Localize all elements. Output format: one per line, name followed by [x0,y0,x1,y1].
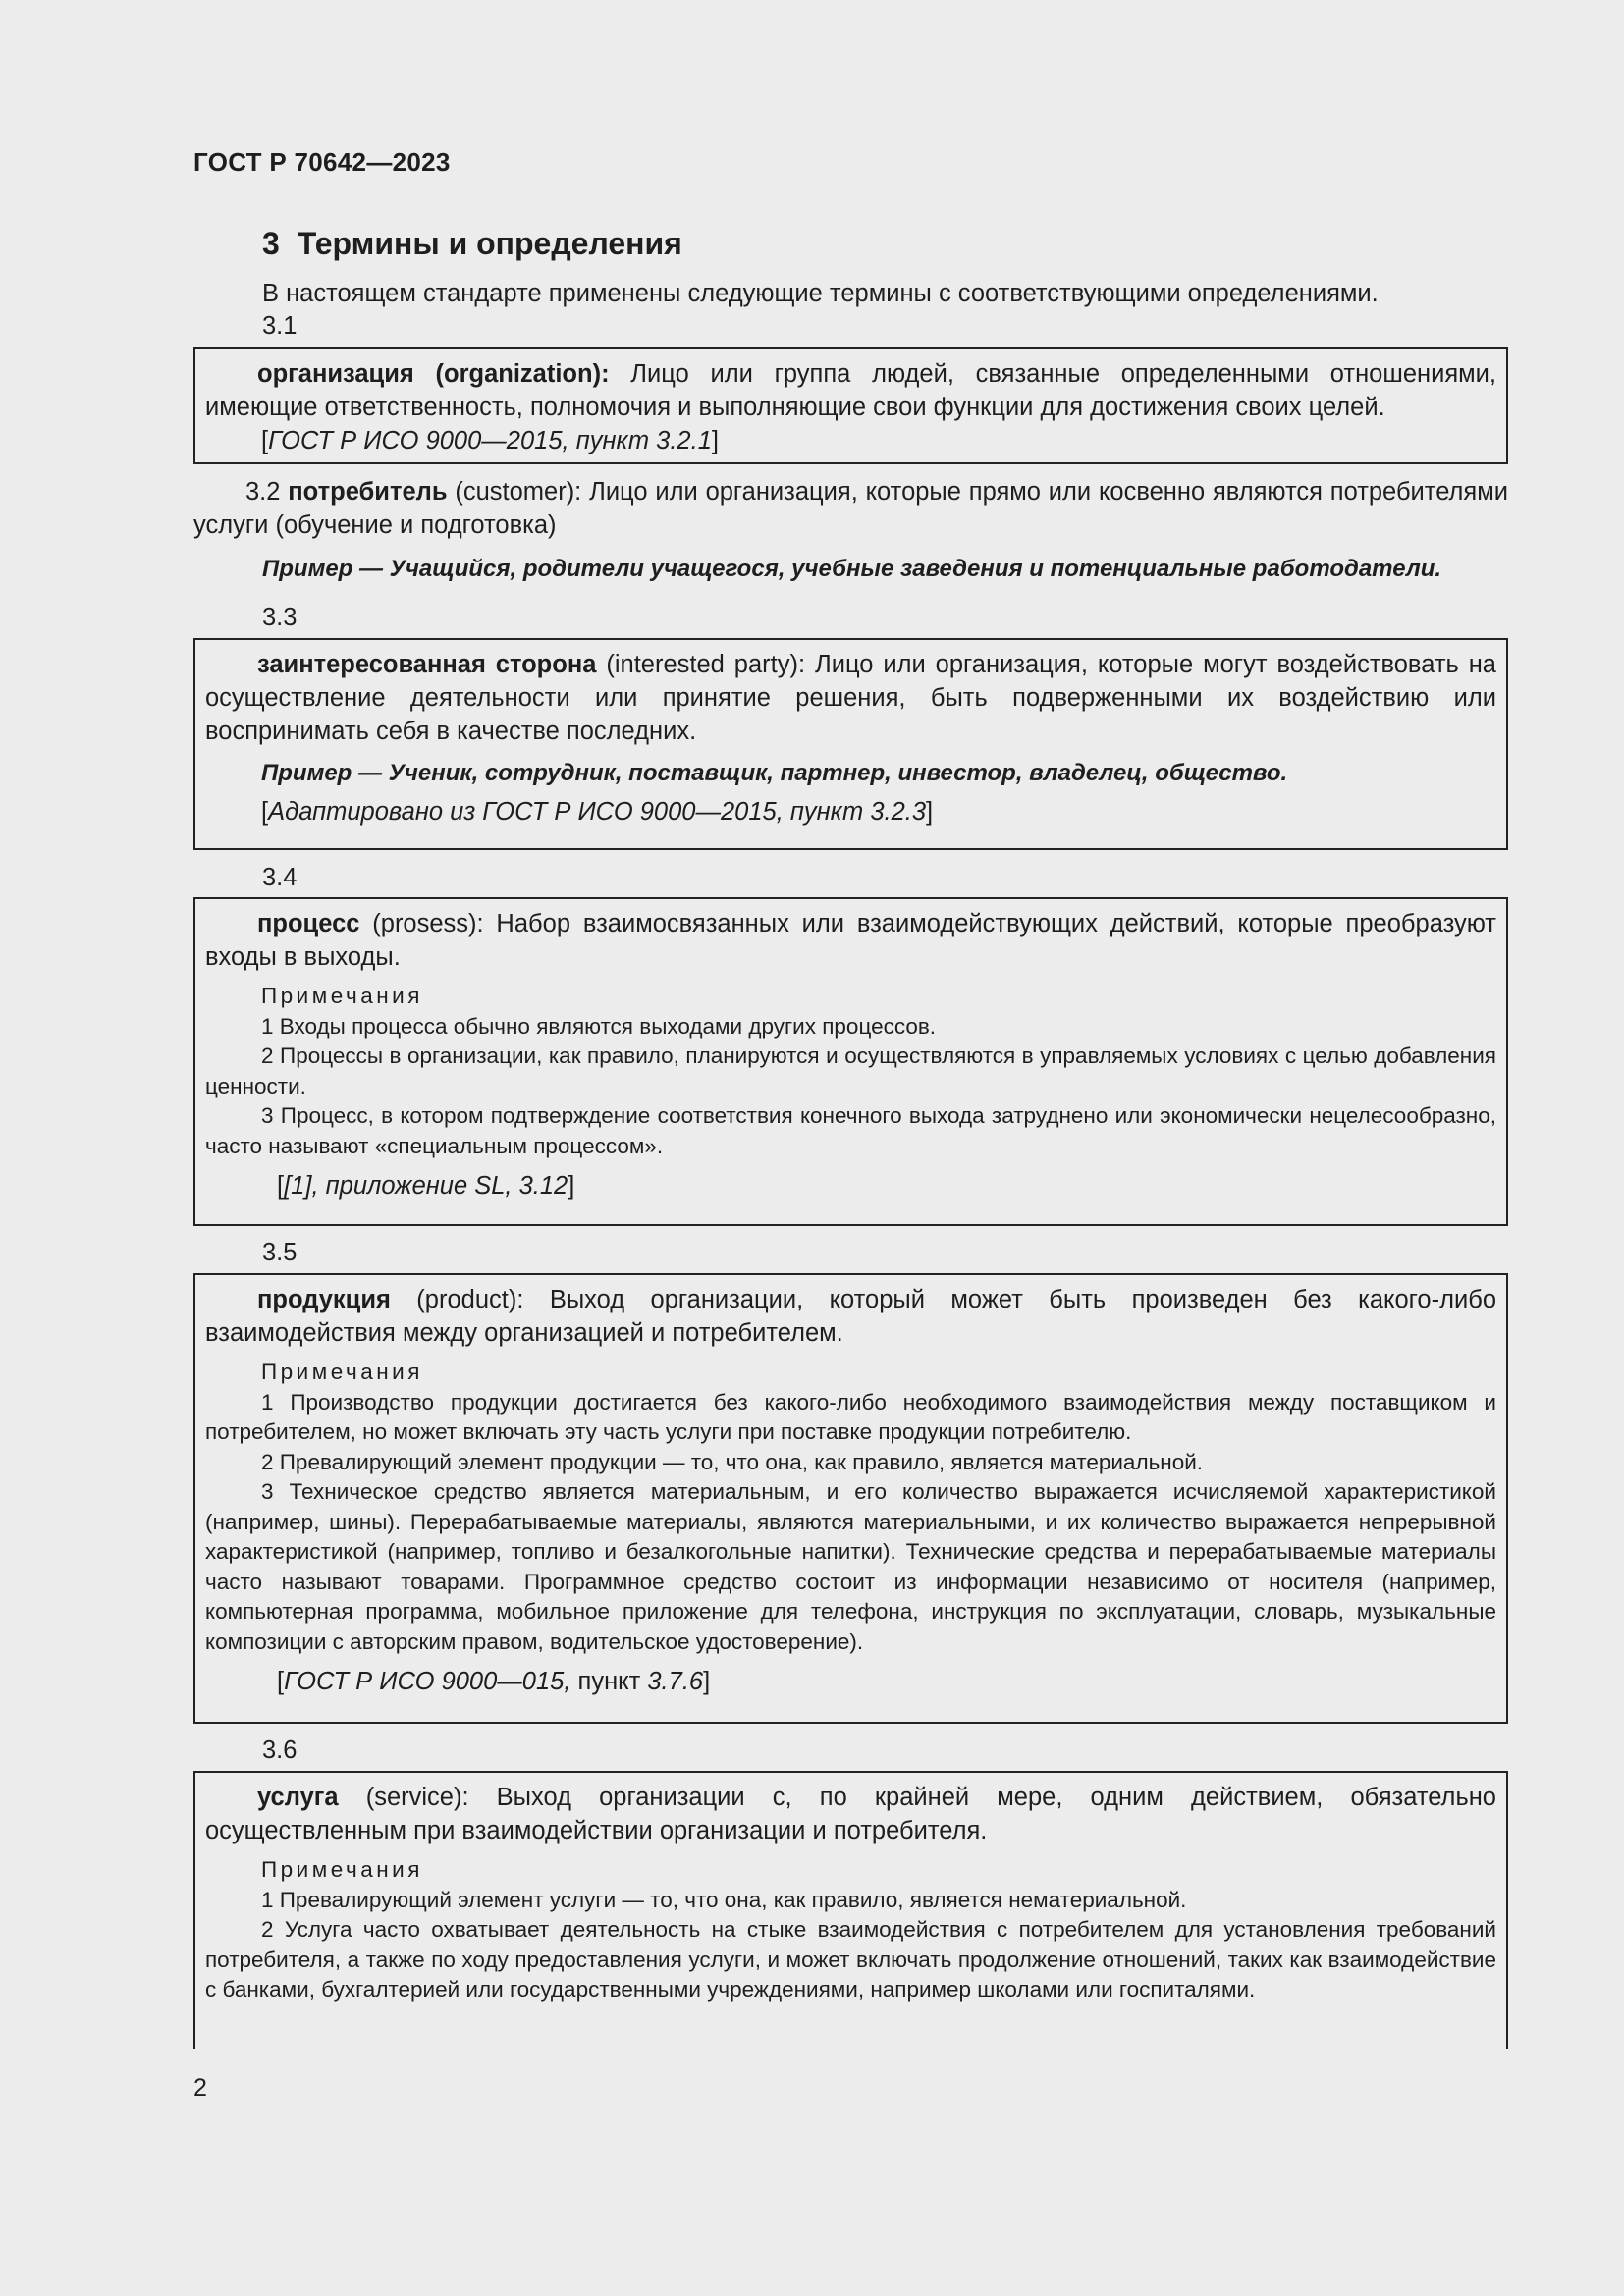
term-number-3-6: 3.6 [262,1736,298,1764]
document-header: ГОСТ Р 70642—2023 [193,147,451,177]
notes-heading: Примечания [261,1857,423,1882]
term-name: процесс [257,910,360,937]
term-box-3-5 [193,1273,1508,1724]
term-definition: услуга (service): Выход организации с, по крайней мере, одним действием, обязательно осуществленным при взаимодействии организации и потребителя. [205,1784,1496,1844]
notes-heading: Примечания [261,1360,423,1384]
term-notes [205,1855,1496,2005]
term-number-3-4: 3.4 [262,864,298,891]
term-definition: заинтересованная сторона (interested party): Лицо или организация, которые могут воздействовать на осуществление деятельности или принятие решения, быть подверженными их воздействию или воспринимать себя в качестве последних. [205,651,1496,745]
term-definition: организация (organization): Лицо или группа людей, связанные определенными отношениями, имеющие ответственность, полномочия и выполняющие свои функции для достижения своих целей. [205,360,1496,421]
term-number-3-1: 3.1 [262,312,298,340]
term-definition: продукция (product): Выход организации, который может быть произведен без какого-либо взаимодействия между организацией и потребителем. [205,1286,1496,1347]
term-example-3-2: Пример — Учащийся, родители учащегося, учебные заведения и потенциальные работодатели. [262,556,1442,582]
term-name: потребитель [288,478,448,506]
note-item: 3 Техническое средство является материальным, и его количество выражается исчисляемой характеристикой (например, шины). Перерабатываемые материалы, являются материальными, и их количество выражается непрерывной характеристикой (например, топливо и безалкогольные напитки). Технические средства и перерабатываемые материалы часто называют товарами. Программное средство состоит из информации независимо от носителя (например, компьютерная программа, мобильное приложение для телефона, инструкция по эксплуатации, словарь, музыкальные композиции с авторским правом, водительское удостоверение). [205,1479,1496,1654]
term-name: продукция [257,1286,391,1313]
section-title [262,226,682,262]
note-item: 2 Процессы в организации, как правило, планируются и осуществляются в управляемых условиях с целью добавления ценности. [205,1043,1496,1098]
note-item: 3 Процесс, в котором подтверждение соответствия конечного выхода затруднено или экономически нецелесообразно, часто называют «специальным процессом». [205,1103,1496,1158]
term-notes [205,982,1496,1161]
term-number-3-2: 3.2 [245,478,281,506]
note-item: 2 Услуга часто охватывает деятельность на стыке взаимодействия с потребителем для установления требований потребителя, а также по ходу предоставления услуги, и может включать продолжение отношений, таких как взаимодействие с банками, бухгалтерией или государственными учреждениями, например школами или госпиталями. [205,1917,1496,2002]
term-box-3-4 [193,897,1508,1226]
term-source: [ГОСТ Р ИСО 9000—2015, пункт 3.2.1] [261,427,719,454]
note-item: 1 Входы процесса обычно являются выходами других процессов. [261,1013,937,1039]
term-example: Пример — Ученик, сотрудник, поставщик, партнер, инвестор, владелец, общество. [261,760,1288,786]
term-source: [ГОСТ Р ИСО 9000—015, пункт 3.7.6] [277,1668,711,1695]
page-number: 2 [193,2074,207,2102]
section-number: 3 [262,226,280,261]
note-item: 2 Превалирующий элемент продукции — то, что она, как правило, является материальной. [261,1449,1204,1474]
section-title-text: Термины и определения [297,226,682,261]
term-notes [205,1358,1496,1657]
term-name: услуга [257,1784,339,1811]
note-item: 1 Превалирующий элемент услуги — то, что она, как правило, является нематериальной. [261,1887,1187,1912]
term-name: организация (organization): [257,360,610,388]
term-number-3-3: 3.3 [262,604,298,631]
term-box-3-1 [193,347,1508,464]
term-3-2: 3.2 потребитель (customer): Лицо или организация, которые прямо или косвенно являются потребителями услуги (обучение и подготовка) [193,478,1508,539]
term-number-3-5: 3.5 [262,1239,298,1266]
term-name: заинтересованная сторона [257,651,597,678]
term-definition: процесс (prosess): Набор взаимосвязанных или взаимодействующих действий, которые преобразуют входы в выходы. [205,910,1496,971]
notes-heading: Примечания [261,984,423,1008]
term-source: [[1], приложение SL, 3.12] [277,1172,575,1200]
term-box-3-6 [193,1771,1508,2049]
term-box-3-3 [193,638,1508,850]
intro-paragraph: В настоящем стандарте применены следующие термины с соответствующими определениями. [262,280,1379,307]
note-item: 1 Производство продукции достигается без какого-либо необходимого взаимодействия между поставщиком и потребителем, но может включать эту часть услуги при поставке продукции потребителю. [205,1389,1496,1444]
term-source: [Адаптировано из ГОСТ Р ИСО 9000—2015, пункт 3.2.3] [261,798,934,826]
